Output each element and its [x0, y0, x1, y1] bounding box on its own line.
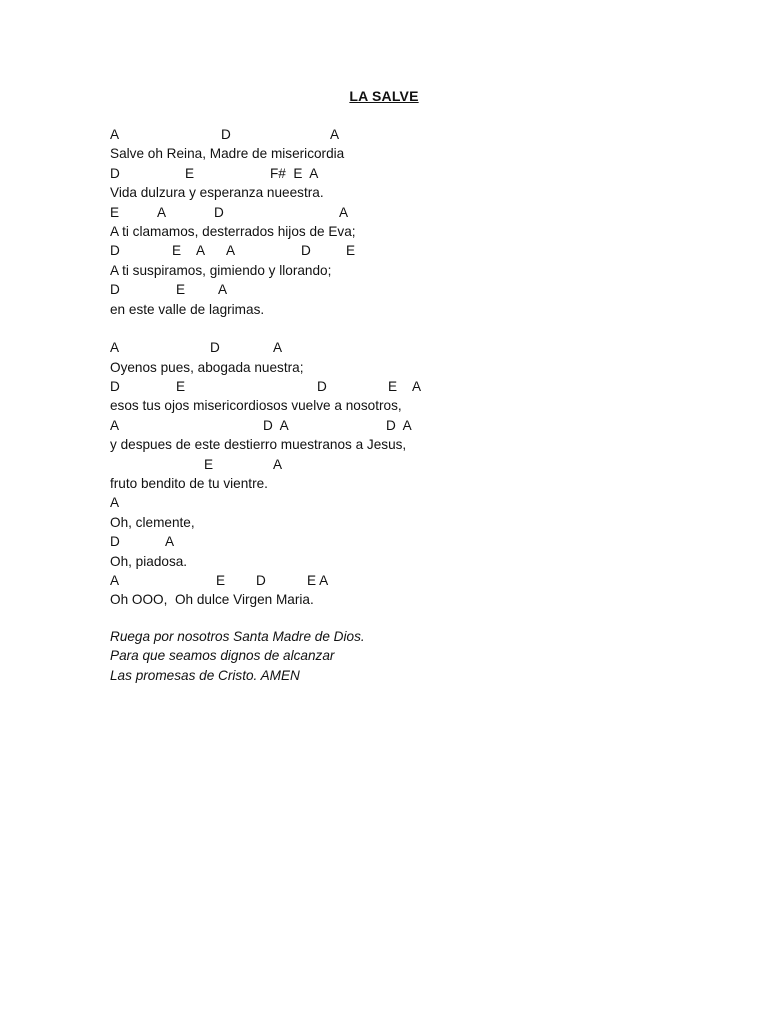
chord: E [216, 572, 226, 588]
closing-prayer [110, 627, 670, 685]
chord: A [273, 456, 283, 472]
lyric-line: Oyenos pues, abogada nuestra; [110, 359, 304, 375]
prayer-line: Las promesas de Cristo. AMEN [110, 667, 300, 683]
chord: D [110, 282, 120, 298]
prayer-line: Ruega por nosotros Santa Madre de Dios. [110, 629, 365, 644]
chord: D [110, 243, 120, 259]
chord: A [196, 243, 206, 259]
chord: A [273, 340, 283, 356]
song-body [110, 125, 670, 610]
lyric-line: A ti clamamos, desterrados hijos de Eva; [110, 223, 356, 239]
chord-line [110, 241, 670, 260]
lyric-line: A ti suspiramos, gimiendo y llorando; [110, 262, 332, 278]
chord: E [388, 379, 398, 395]
lyric-line: en este valle de lagrimas. [110, 301, 265, 317]
chord: D [210, 340, 220, 356]
chord-line [110, 532, 670, 551]
prayer-line: Para que seamos dignos de alcanzar [110, 648, 335, 664]
chord: D [110, 534, 120, 550]
lyric-line: Oh, piadosa. [110, 553, 188, 569]
chord-line [110, 164, 670, 183]
lyric-line: y despues de este destierro muestranos a Jesus, [110, 437, 407, 453]
chord-line [110, 203, 670, 222]
chord: A [339, 204, 349, 220]
lyric-line: Vida dulzura y esperanza nueestra. [110, 185, 324, 201]
chord: A [110, 495, 120, 511]
chord: A [330, 127, 340, 142]
chord-line [110, 493, 670, 512]
stanza-gap [110, 319, 670, 338]
chord: D [221, 127, 231, 142]
chord: E A [307, 572, 329, 588]
chord: D A [386, 417, 412, 433]
lyric-line: esos tus ojos misericordiosos vuelve a nosotros, [110, 398, 402, 414]
chord: A [157, 204, 167, 220]
chord-line [110, 416, 670, 435]
chord: F# E A [270, 165, 319, 181]
chord-line [110, 571, 670, 590]
lyric-line: Oh OOO, Oh dulce Virgen Maria. [110, 592, 314, 608]
chord: A [218, 282, 228, 298]
chord: A [110, 572, 120, 588]
chord: A [110, 417, 120, 433]
chord: A [110, 340, 120, 356]
chord: A [412, 379, 422, 395]
chord: E [185, 165, 195, 181]
chord: D [317, 379, 327, 395]
lyric-line: fruto bendito de tu vientre. [110, 476, 268, 492]
chord: D [301, 243, 311, 259]
chord: E [172, 243, 182, 259]
chord: D [214, 204, 224, 220]
chord: E [204, 456, 214, 472]
chord-line [110, 377, 670, 396]
chord: E [176, 282, 186, 298]
chord-line [110, 125, 670, 144]
chord: D A [263, 417, 289, 433]
chord: D [256, 572, 266, 588]
chord: A [110, 127, 120, 142]
chord: D [110, 379, 120, 395]
lyric-line: Oh, clemente, [110, 514, 195, 530]
chord: D [110, 165, 120, 181]
chord-line [110, 455, 670, 474]
chord: A [226, 243, 236, 259]
chord: E [110, 204, 120, 220]
chord-line [110, 280, 670, 299]
chord: E [346, 243, 356, 259]
chord-line [110, 338, 670, 357]
chord: E [176, 379, 186, 395]
song-title: LA SALVE [349, 88, 419, 104]
lyric-line: Salve oh Reina, Madre de misericordia [110, 146, 345, 162]
chord: A [165, 534, 175, 550]
